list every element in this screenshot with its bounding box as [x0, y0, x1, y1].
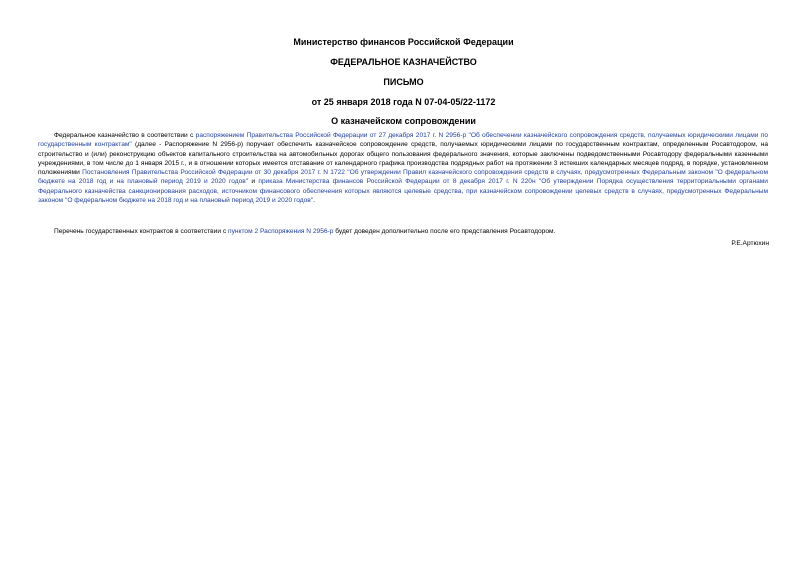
ministry-heading: Министерство финансов Российской Федерации [293, 37, 514, 47]
paragraph-text: Перечень государственных контрактов в соответствии с [54, 228, 228, 235]
paragraph-text: и [248, 178, 259, 186]
order-220n-link[interactable]: приказа Министерства финансов Российской Федерации от 8 декабря 2017 г. N 220н "Об утверждении Порядка осуществления территориальными органами Федерального казначейства санкционирования расходов, источником финансового обеспечения которых являются целевые средства, при казначейском сопровождении целевых средств в случаях, предусмотренных Федеральным законом "О федеральном бюджете на 2018 год и на плановый период 2019 и 2020 годов" [38, 178, 768, 205]
item-2-order-2956-r-link[interactable]: пунктом 2 Распоряжения N 2956-р [228, 228, 334, 235]
document-type-heading: ПИСЬМО [383, 77, 424, 87]
signature: Р.Е.Артюхин [731, 240, 769, 247]
body-paragraph-1 [38, 131, 768, 205]
agency-heading: ФЕДЕРАЛЬНОЕ КАЗНАЧЕЙСТВО [330, 57, 477, 67]
paragraph-text: будет доведен дополнительно после его представления Росавтодором. [333, 228, 556, 235]
resolution-1722-link[interactable]: Постановления Правительства Российской Федерации от 30 декабря 2017 г. N 1722 "Об утверждении Правил казначейского сопровождения средств в случаях, предусмотренных Федеральным законом "О федеральном бюджете на 2018 год и на плановый период 2019 и 2020 годов" [38, 169, 768, 186]
paragraph-text: Федеральное казначейство в соответствии с [54, 132, 196, 139]
order-2956-r-link[interactable]: распоряжением Правительства Российской Федерации от 27 декабря 2017 г. N 2956-р "Об обеспечении казначейского сопровождения средств, получаемых юридическими лицами по государственным контрактам" [38, 132, 768, 149]
document-date-number: от 25 января 2018 года N 07-04-05/22-1172 [311, 97, 496, 107]
paragraph-text: (далее - Распоряжение N 2956-р) поручает обеспечить казначейское сопровождение средств, получаемых юридическими лицами по государственным контрактам, определенным Росавтодором, на строительство и (или) реконструкцию объектов капитального строительства на автомобильных дорогах общего пользования федерального значения, которые заключены подведомственными Росавтодору федеральными казенными учреждениями, в том числе до 1 января 2015 г., и в отношении которых имеется отставание от календарного графика производства подрядных работ на протяжении 3 истекших календарных месяцев подряд, в порядке, установленном положениями [38, 141, 769, 177]
document-subject: О казначейском сопровождении [331, 116, 476, 126]
paragraph-text: . [313, 197, 315, 205]
body-paragraph-2 [38, 227, 768, 236]
